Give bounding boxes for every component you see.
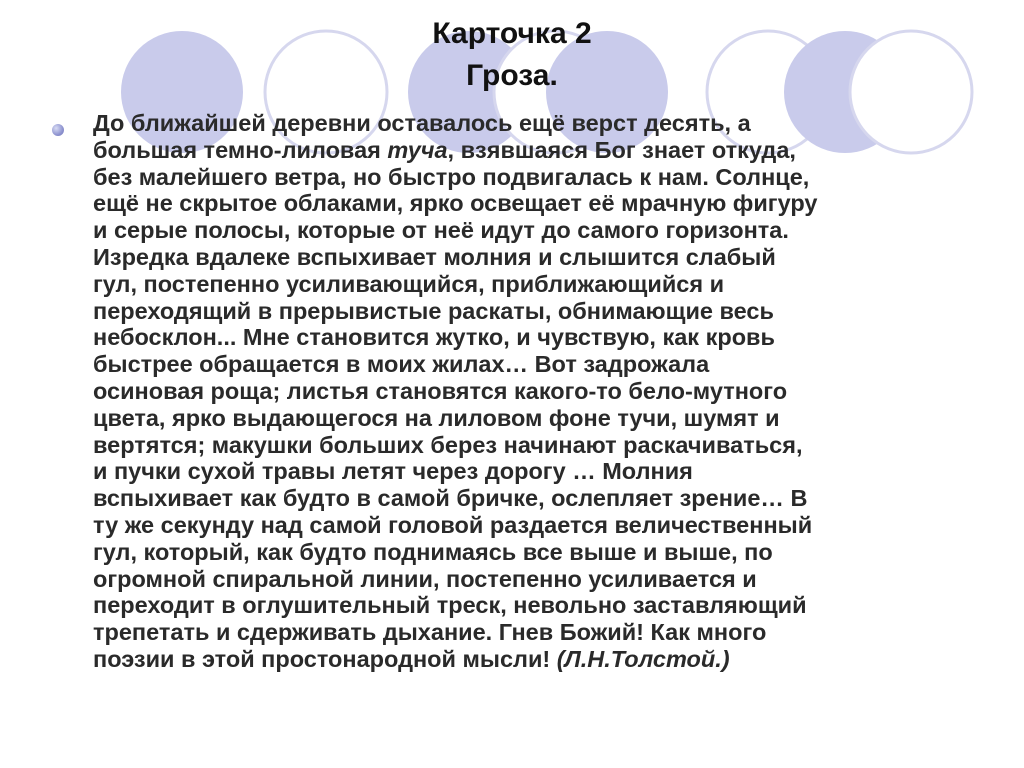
text-line: До ближайшей деревни оставалось ещё верст десять, а <box>93 110 751 136</box>
slide-subtitle: Гроза. <box>466 59 558 92</box>
text-line: гул, который, как будто поднимаясь все выше и выше, по <box>93 538 773 565</box>
text-line: переходит в оглушительный треск, невольно заставляющий <box>93 592 807 619</box>
text-line: быстрее обращается в моих жилах… Вот задрожала <box>93 351 710 378</box>
text-line: Изредка вдалеке вспыхивает молния и слышится слабый <box>93 243 776 270</box>
text-line: ещё не скрытое облаками, ярко освещает её мрачную фигуру <box>93 190 818 217</box>
bullet-icon <box>52 124 64 136</box>
italic-word: туча <box>387 136 448 163</box>
text-line: гул, постепенно усиливающийся, приближающийся и <box>93 270 725 297</box>
text-line <box>93 137 983 164</box>
text-line: цвета, ярко выдающегося на лиловом фоне тучи, шумят и <box>93 404 780 431</box>
text-line: небосклон... Мне становится жутко, и чувствую, как кровь <box>93 324 775 351</box>
text-line: и пучки сухой травы летят через дорогу … Молния <box>93 458 693 485</box>
text-segment: большая темно-лиловая <box>93 136 388 163</box>
text-line: трепетать и сдерживать дыхание. Гнев Божий! Как много <box>93 619 767 646</box>
slide-title: Карточка 2 <box>432 17 592 50</box>
body-paragraph <box>93 110 983 673</box>
text-line: без малейшего ветра, но быстро подвигалась к нам. Солнце, <box>93 163 810 190</box>
author-attribution: (Л.Н.Толстой.) <box>556 645 730 672</box>
text-line: и серые полосы, которые от неё идут до самого горизонта. <box>93 217 789 244</box>
text-segment: поэзии в этой простонародной мысли! <box>93 645 557 672</box>
text-line: ту же секунду над самой головой раздается величественный <box>93 511 813 538</box>
text-line: осиновая роща; листья становятся какого-то бело-мутного <box>93 377 788 404</box>
text-line: переходящий в прерывистые раскаты, обнимающие весь <box>93 297 774 324</box>
text-line: огромной спиральной линии, постепенно усиливается и <box>93 565 757 592</box>
text-segment: , взявшаяся Бог знает откуда, <box>447 136 796 163</box>
text-line <box>93 646 983 673</box>
text-line: вертятся; макушки больших берез начинают раскачиваться, <box>93 431 803 458</box>
text-line: вспыхивает как будто в самой бричке, ослепляет зрение… В <box>93 485 808 512</box>
